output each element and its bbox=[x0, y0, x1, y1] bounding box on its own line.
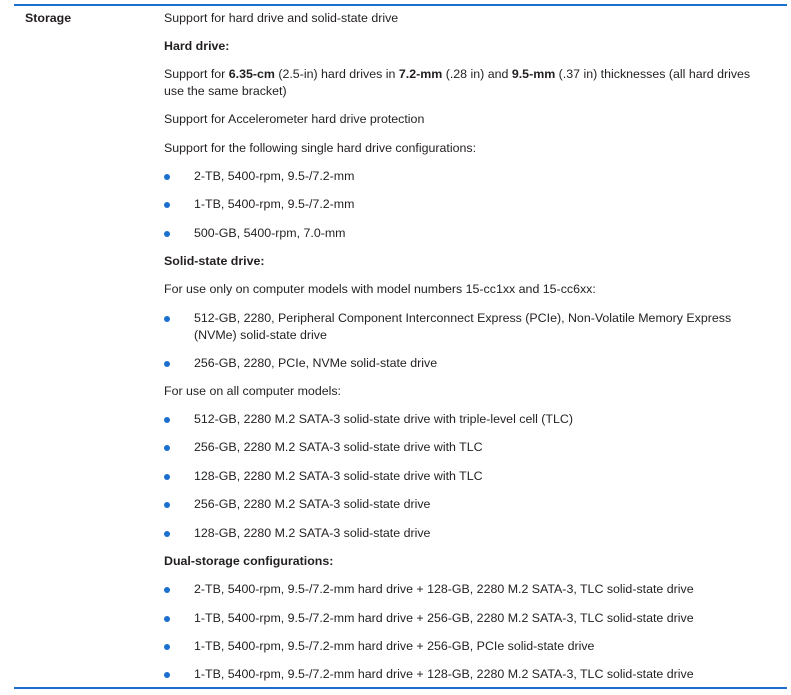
configs-intro: Support for the following single hard drive configurations: bbox=[164, 141, 477, 155]
size-rest: (2.5-in) hard drives in bbox=[274, 67, 399, 81]
bullet-icon bbox=[164, 361, 170, 367]
intro-text: Support for hard drive and solid-state drive bbox=[164, 11, 399, 25]
bullet-icon bbox=[164, 316, 170, 322]
table-top-rule bbox=[14, 4, 787, 6]
bullet-icon bbox=[164, 445, 170, 451]
bullet-icon bbox=[164, 202, 170, 208]
bullet-icon bbox=[164, 502, 170, 508]
thickness-1-rest: (.28 in) and bbox=[442, 67, 512, 81]
bullet-icon bbox=[164, 231, 170, 237]
accelerometer-text: Support for Accelerometer hard drive protection bbox=[164, 112, 425, 126]
thickness-1: 7.2-mm bbox=[398, 67, 443, 81]
dual-heading: Dual-storage configurations: bbox=[164, 554, 334, 568]
thickness-2: 9.5-mm bbox=[511, 67, 556, 81]
bullet-icon bbox=[164, 531, 170, 537]
hard-drive-support-text bbox=[164, 66, 764, 100]
hard-drive-heading: Hard drive: bbox=[164, 39, 230, 53]
thickness-2-rest: (.37 in) thicknesses (all hard drives use the same bracket) bbox=[164, 67, 751, 98]
bullet-icon bbox=[164, 474, 170, 480]
bullet-icon bbox=[164, 417, 170, 423]
ssd-models-intro: For use only on computer models with model numbers 15-cc1xx and 15-cc6xx: bbox=[164, 282, 596, 296]
size-value: 6.35-cm bbox=[228, 67, 275, 81]
bullet-icon bbox=[164, 616, 170, 622]
table-bottom-rule bbox=[14, 687, 787, 689]
row-label: Storage bbox=[25, 11, 72, 25]
bullet-icon bbox=[164, 587, 170, 593]
bullet-icon bbox=[164, 644, 170, 650]
ssd-heading: Solid-state drive: bbox=[164, 254, 265, 268]
bullet-icon bbox=[164, 672, 170, 678]
bullet-icon bbox=[164, 174, 170, 180]
support-prefix: Support for bbox=[164, 67, 229, 81]
ssd-all-intro: For use on all computer models: bbox=[164, 384, 341, 398]
